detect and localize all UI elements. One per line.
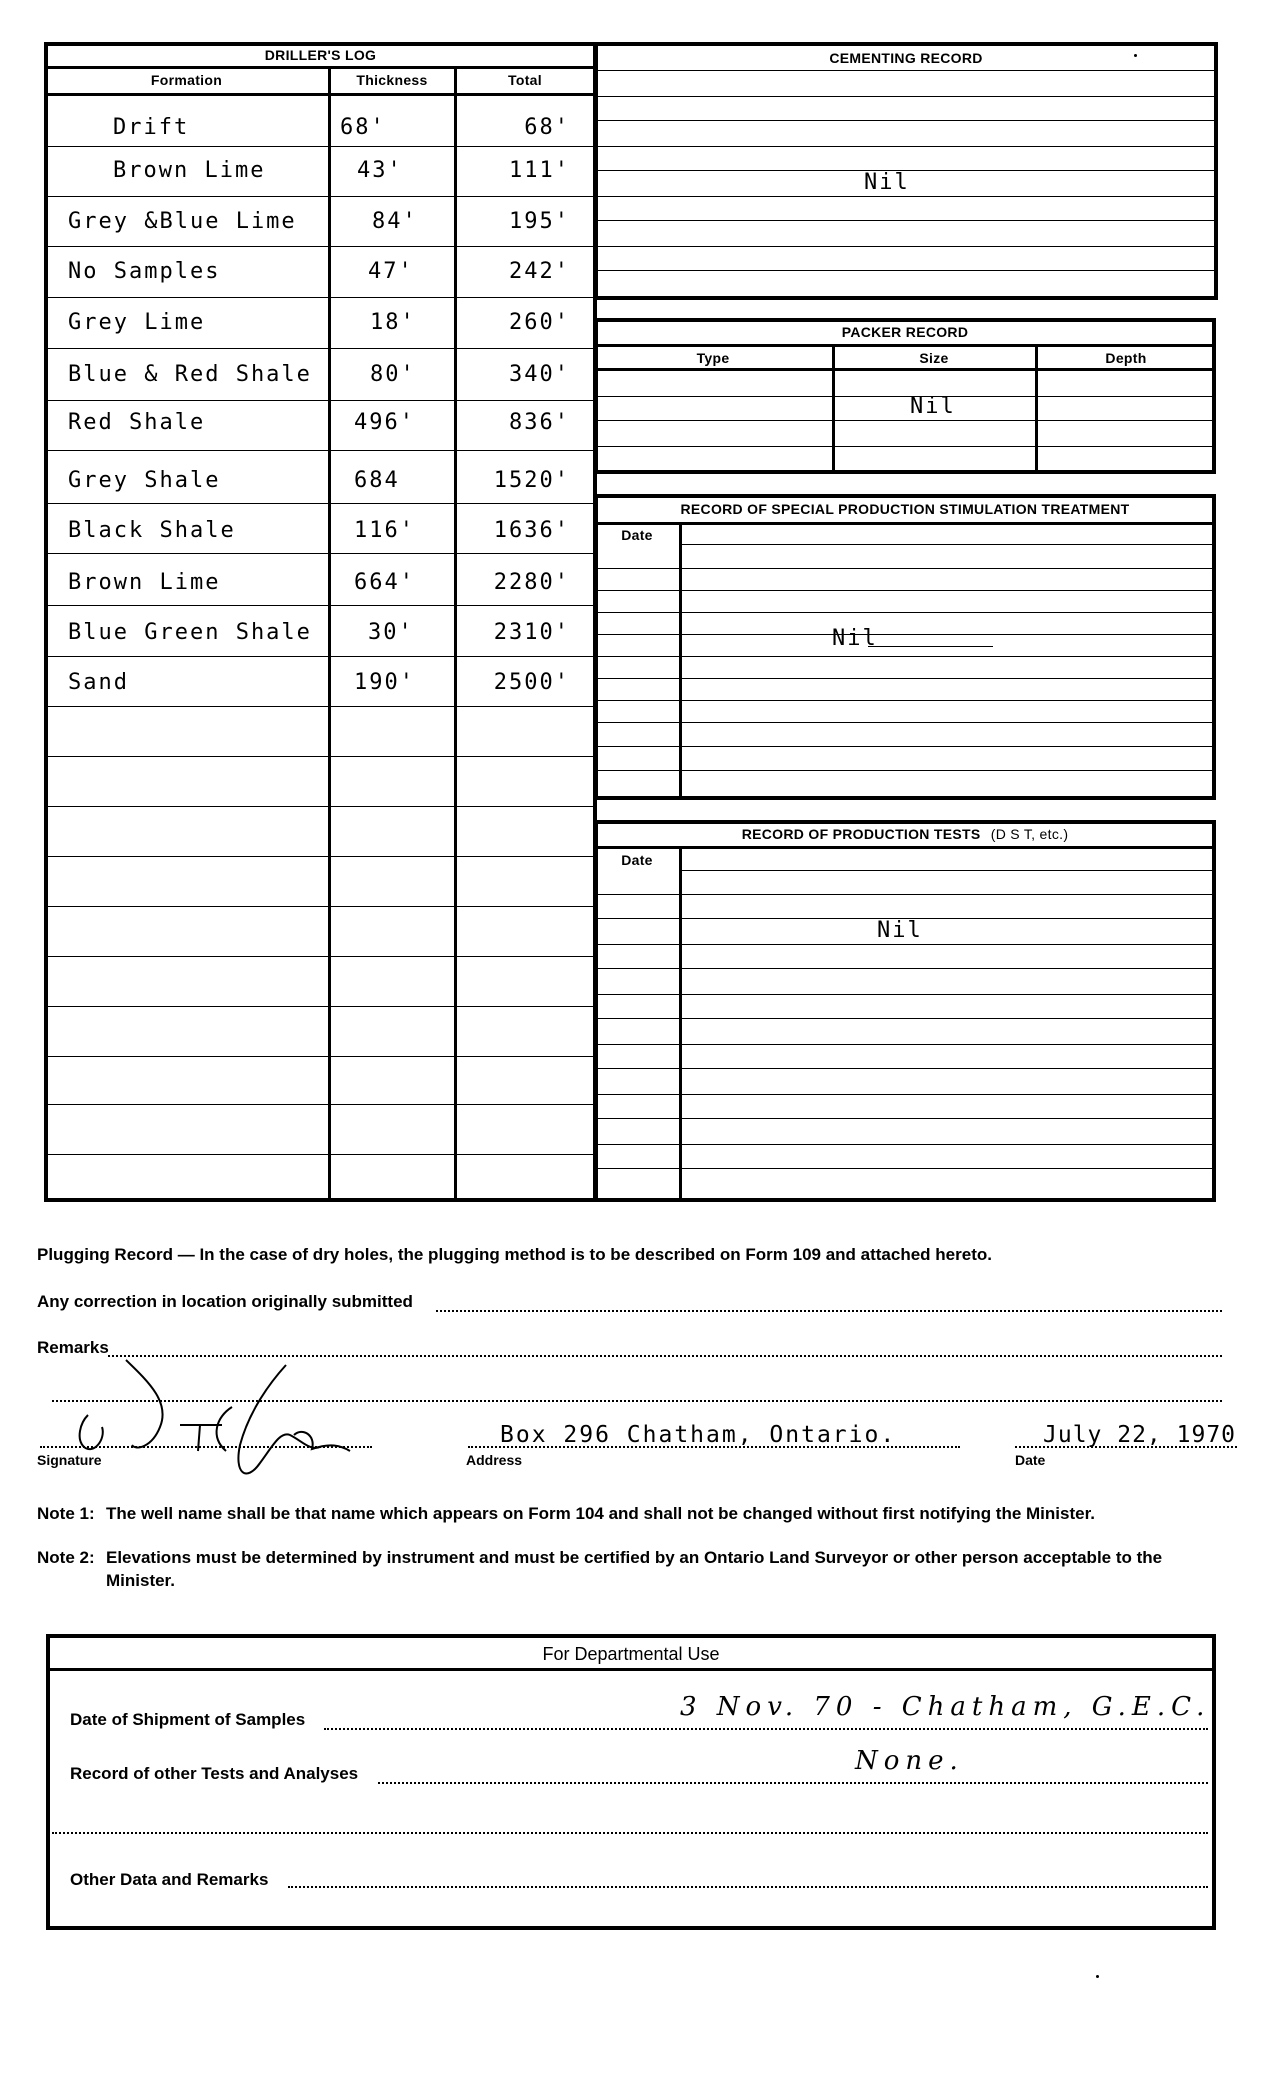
note1-label: Note 1: [37,1504,95,1523]
log-row-line [44,246,597,247]
col-header-size: Size [919,350,949,366]
formation-cell: Red Shale [68,410,206,435]
remarks-label: Remarks [37,1338,109,1357]
note1-text: The well name shall be that name which appears on Form 104 and shall not be changed without first notifying the Minister. [106,1504,1095,1523]
column-divider [328,66,331,1200]
formation-cell: Grey &Blue Lime [68,209,297,234]
note2-text-line1: Elevations must be determined by instrument and must be certified by an Ontario Land Surveyor or other person acceptable to the [106,1548,1163,1567]
log-row-line [44,450,597,451]
divider [594,344,1216,347]
log-row-line [44,1154,597,1155]
total-cell: 1520' [493,468,570,493]
row-line [680,870,1216,871]
total-cell: 2310' [493,620,570,645]
formation-cell: Drift [113,115,190,140]
production-row-line [596,1018,1216,1019]
production-tests-title [594,826,1216,842]
tests-field-line2[interactable] [52,1832,1208,1834]
log-row-line [44,503,597,504]
log-row-line [44,605,597,606]
cementing-row-line [596,196,1216,197]
formation-cell: Blue Green Shale [68,620,312,645]
stimulation-row-line [596,722,1216,723]
column-divider [832,344,835,472]
thickness-cell: 664' [354,570,415,595]
stimulation-row-line [596,634,1216,635]
note2-text-line2: Minister. [106,1571,175,1590]
production-tests-title-suffix: (D S T, etc.) [990,826,1069,842]
total-cell: 1636' [493,518,570,543]
total-cell: 260' [509,310,570,335]
total-cell: 68' [524,115,570,140]
row-line [594,446,1216,447]
log-row-line [44,806,597,807]
log-row-line [44,656,597,657]
total-cell: 2500' [493,670,570,695]
address-label: Address [466,1452,523,1468]
cementing-row-line [596,270,1216,271]
address-field[interactable] [468,1446,960,1448]
col-header-total: Total [508,72,542,88]
thickness-cell: 68' [340,115,386,140]
note2-label: Note 2: [37,1548,95,1567]
divider [44,66,597,69]
cementing-row-line [596,146,1216,147]
total-cell: 195' [509,209,570,234]
stimulation-row-line [596,678,1216,679]
stimulation-row-line [596,746,1216,747]
cementing-record-title: CEMENTING RECORD [829,50,983,66]
stimulation-row-line [596,590,1216,591]
signature-label: Signature [37,1452,102,1468]
log-row-line [44,856,597,857]
column-divider [679,846,682,1200]
stimulation-record-title: RECORD OF SPECIAL PRODUCTION STIMULATION TREATMENT [680,501,1130,517]
formation-cell: Sand [68,670,129,695]
thickness-cell: 47' [368,259,414,284]
log-row-line [44,196,597,197]
log-row-line [44,297,597,298]
packer-record-title: PACKER RECORD [841,324,969,340]
col-header-type: Type [696,350,730,366]
total-cell: 2280' [493,570,570,595]
date-label: Date [1015,1452,1046,1468]
row-line [680,544,1216,545]
cementing-row-line [596,120,1216,121]
col-header-thickness: Thickness [356,72,428,88]
correction-field[interactable] [436,1310,1222,1312]
formation-cell: Blue & Red Shale [68,362,312,387]
log-row-line [44,146,597,147]
production-row-line [596,1144,1216,1145]
production-row-line [596,1068,1216,1069]
log-row-line [44,348,597,349]
thickness-cell: 43' [357,158,403,183]
cementing-value: Nil [864,170,910,195]
production-tests-title-text: RECORD OF PRODUCTION TESTS [741,826,981,842]
tests-label: Record of other Tests and Analyses [70,1764,359,1783]
row-line [594,396,1216,397]
column-divider [1035,344,1038,472]
log-row-line [44,906,597,907]
thickness-cell: 80' [370,362,416,387]
stimulation-row-line [596,770,1216,771]
log-row-line [44,756,597,757]
total-cell: 111' [509,158,570,183]
stimulation-row-line [596,700,1216,701]
column-divider [679,522,682,798]
speck [1134,54,1137,57]
col-header-date: Date [621,852,653,868]
col-header-date: Date [621,527,653,543]
stimulation-value: Nil [832,626,878,651]
address-value: Box 296 Chatham, Ontario. [500,1422,897,1448]
speck [1096,1975,1099,1978]
shipment-value: 3 Nov. 70 - Chatham, G.E.C. [680,1692,1211,1722]
total-cell: 242' [509,259,570,284]
production-row-line [596,1168,1216,1169]
row-line [594,420,1216,421]
shipment-label: Date of Shipment of Samples [70,1710,306,1729]
drillers-log-title: DRILLER'S LOG [264,47,377,63]
shipment-field[interactable] [324,1728,1208,1730]
date-value: July 22, 1970 [1043,1422,1237,1448]
formation-cell: Grey Shale [68,468,221,493]
stimulation-record-table [594,494,1216,800]
log-row-line [44,1056,597,1057]
production-tests-value: Nil [877,918,923,943]
column-divider [454,66,457,1200]
thickness-cell: 190' [354,670,415,695]
divider [594,846,1216,849]
formation-cell: No Samples [68,259,221,284]
stimulation-row-line [596,656,1216,657]
tests-field[interactable] [378,1782,1208,1784]
other-data-field[interactable] [288,1886,1208,1888]
col-header-formation: Formation [150,72,223,88]
other-data-label: Other Data and Remarks [70,1870,269,1889]
formation-cell: Brown Lime [68,570,221,595]
cementing-row-line [596,96,1216,97]
log-row-line [44,706,597,707]
underline [868,646,993,647]
correction-label: Any correction in location originally submitted [37,1292,413,1311]
departmental-use-title: For Departmental Use [542,1644,720,1664]
production-row-line [596,1094,1216,1095]
col-header-depth: Depth [1105,350,1147,366]
divider [44,93,597,96]
cementing-row-line [596,220,1216,221]
log-row-line [44,1104,597,1105]
cementing-row-line [596,70,1216,71]
production-row-line [596,1044,1216,1045]
thickness-cell: 18' [370,310,416,335]
log-row-line [44,400,597,401]
production-row-line [596,968,1216,969]
production-row-line [596,994,1216,995]
production-row-line [596,1118,1216,1119]
thickness-cell: 84' [372,209,418,234]
formation-cell: Brown Lime [113,158,266,183]
thickness-cell: 496' [354,410,415,435]
thickness-cell: 684 [354,468,400,493]
thickness-cell: 116' [354,518,415,543]
total-cell: 340' [509,362,570,387]
log-row-line [44,1006,597,1007]
signature-field[interactable] [40,1446,372,1448]
formation-cell: Grey Lime [68,310,206,335]
divider [594,368,1216,371]
stimulation-row-line [596,568,1216,569]
log-row-line [44,553,597,554]
packer-value: Nil [910,394,956,419]
divider [594,522,1216,525]
log-row-line [44,956,597,957]
stimulation-row-line [596,612,1216,613]
thickness-cell: 30' [368,620,414,645]
production-row-line [596,894,1216,895]
date-field[interactable] [1015,1446,1237,1448]
formation-cell: Black Shale [68,518,236,543]
divider [46,1668,1216,1671]
total-cell: 836' [509,410,570,435]
plugging-record-text: Plugging Record — In the case of dry holes, the plugging method is to be described on Form 109 and attached hereto. [37,1245,992,1264]
cementing-row-line [596,246,1216,247]
tests-value: None. [855,1746,964,1776]
production-row-line [596,944,1216,945]
